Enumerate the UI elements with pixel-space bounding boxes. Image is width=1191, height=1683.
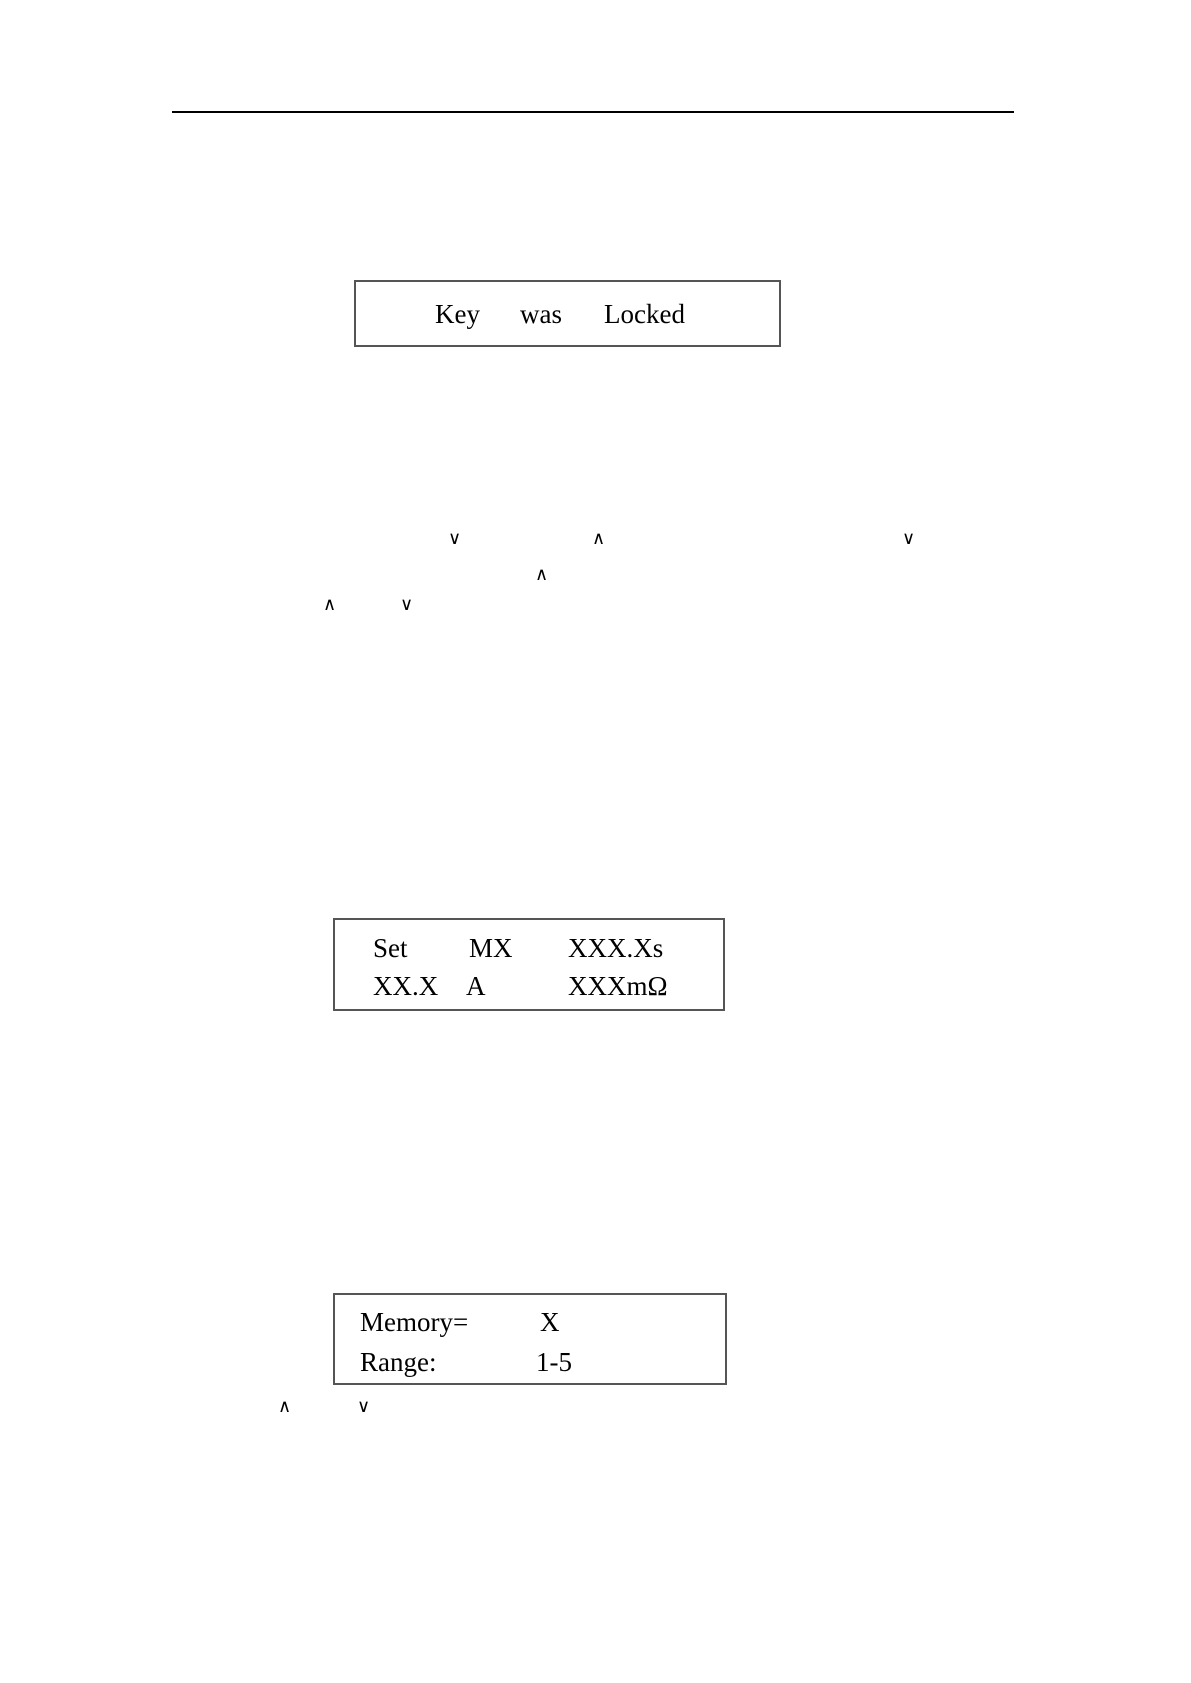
lcd-set-label: Set	[373, 933, 408, 963]
lcd-word-locked: Locked	[604, 299, 685, 329]
up-arrow-icon: ∧	[535, 564, 549, 585]
down-arrow-icon: ∨	[357, 1396, 371, 1417]
up-arrow-icon: ∧	[323, 594, 337, 615]
down-arrow-icon: ∨	[400, 594, 414, 615]
lcd-time: XXX.Xs	[568, 933, 664, 963]
lcd-word-key: Key	[435, 299, 480, 329]
lcd-range-label: Range:	[360, 1347, 437, 1377]
up-arrow-icon: ∧	[592, 528, 606, 549]
lcd-current: XX.X	[373, 971, 439, 1001]
lcd-current-unit: A	[466, 971, 486, 1001]
down-arrow-icon: ∨	[902, 528, 916, 549]
lcd-memory-label: Memory=	[360, 1307, 469, 1337]
lcd-mode: MX	[469, 933, 513, 963]
lcd-key-locked	[354, 280, 781, 347]
up-arrow-icon: ∧	[278, 1396, 292, 1417]
lcd-word-was: was	[520, 299, 562, 329]
lcd-range-value: 1-5	[536, 1347, 572, 1377]
lcd-memory-value: X	[540, 1307, 560, 1337]
lcd-set-parameters	[333, 918, 725, 1011]
lcd-resistance: XXXmΩ	[568, 971, 668, 1001]
lcd-memory	[333, 1293, 727, 1385]
header-rule	[172, 111, 1014, 113]
down-arrow-icon: ∨	[448, 528, 462, 549]
